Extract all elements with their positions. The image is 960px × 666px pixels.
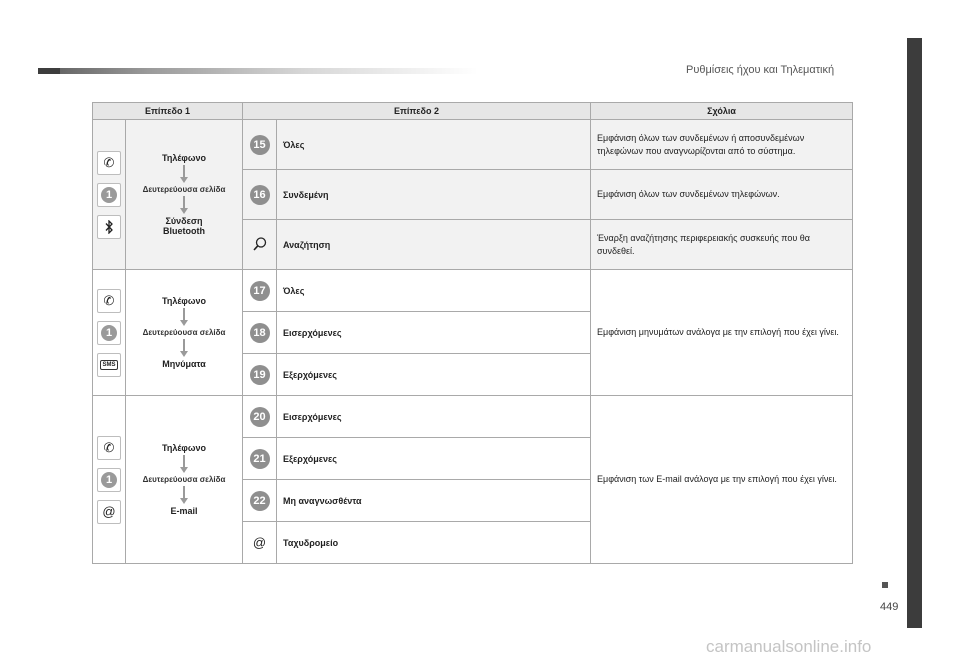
group2-icons (93, 270, 126, 396)
row-comment: Εμφάνιση όλων των συνδεμένων ή αποσυνδεμένων τηλεφώνων που αναγνωρίζονται από το σύστημα. (591, 120, 853, 170)
row-label: Όλες (277, 270, 591, 312)
row-label: Μη αναγνωσθέντα (277, 480, 591, 522)
side-strip (907, 38, 922, 628)
table-header-row (93, 103, 853, 120)
flow-arrow (180, 339, 188, 357)
flow-bottom: E-mail (170, 506, 198, 516)
badge-1: 1 (97, 468, 121, 492)
badge-1: 1 (97, 183, 121, 207)
flow-middle: Δευτερεύουσα σελίδα (142, 328, 226, 337)
step-number: 15 (250, 135, 270, 155)
step-number: 21 (250, 449, 270, 469)
at-icon: @ (252, 535, 267, 550)
row-label: Εξερχόμενες (277, 438, 591, 480)
step-number: 19 (250, 365, 270, 385)
row-label: Όλες (277, 120, 591, 170)
flow-arrow (180, 165, 188, 183)
phone-icon: ✆ (97, 436, 121, 460)
group3-flow (126, 396, 243, 564)
phone-icon: ✆ (97, 151, 121, 175)
sms-icon: SMS (97, 353, 121, 377)
section-title: Ρυθμίσεις ήχου και Τηλεματική (686, 64, 835, 76)
row-comment: Εμφάνιση όλων των συνδεμένων τηλεφώνων. (591, 170, 853, 220)
bluetooth-icon (97, 215, 121, 239)
flow-middle: Δευτερεύουσα σελίδα (142, 185, 226, 194)
group1-flow (126, 120, 243, 270)
row-comment: Εμφάνιση μηνυμάτων ανάλογα με την επιλογή που έχει γίνει. (591, 270, 853, 396)
column-header-comments: Σχόλια (591, 103, 853, 120)
table-row (93, 396, 853, 438)
row-label: Εισερχόμενες (277, 396, 591, 438)
page-marker (882, 582, 888, 588)
step-number: 16 (250, 185, 270, 205)
flow-arrow (180, 308, 188, 326)
at-icon: @ (97, 500, 121, 524)
search-icon (252, 244, 268, 254)
group2-flow (126, 270, 243, 396)
flow-top: Τηλέφωνο (162, 443, 206, 453)
row-comment: Εμφάνιση των E-mail ανάλογα με την επιλογή που έχει γίνει. (591, 396, 853, 564)
menu-table (92, 102, 853, 564)
row-label: Εισερχόμενες (277, 312, 591, 354)
flow-bottom: Σύνδεση Bluetooth (163, 216, 205, 236)
group1-icons (93, 120, 126, 270)
step-number: 18 (250, 323, 270, 343)
flow-top: Τηλέφωνο (162, 153, 206, 163)
row-label: Συνδεμένη (277, 170, 591, 220)
header-gradient-bar (38, 68, 478, 74)
table-row (93, 120, 853, 170)
row-label: Ταχυδρομείο (277, 522, 591, 564)
row-comment: Έναρξη αναζήτησης περιφερειακής συσκευής που θα συνδεθεί. (591, 220, 853, 270)
table-row (93, 270, 853, 312)
flow-bottom: Μηνύματα (162, 359, 206, 369)
page-number: 449 (880, 601, 899, 613)
phone-icon: ✆ (97, 289, 121, 313)
flow-middle: Δευτερεύουσα σελίδα (142, 475, 226, 484)
watermark: carmanualsonline.info (706, 637, 872, 656)
row-label: Αναζήτηση (277, 220, 591, 270)
flow-top: Τηλέφωνο (162, 296, 206, 306)
step-number: 20 (250, 407, 270, 427)
flow-arrow (180, 486, 188, 504)
group3-icons (93, 396, 126, 564)
step-number: 22 (250, 491, 270, 511)
column-header-level1: Επίπεδο 1 (93, 103, 243, 120)
flow-arrow (180, 455, 188, 473)
step-number: 17 (250, 281, 270, 301)
flow-arrow (180, 196, 188, 214)
column-header-level2: Επίπεδο 2 (243, 103, 591, 120)
row-label: Εξερχόμενες (277, 354, 591, 396)
badge-1: 1 (97, 321, 121, 345)
